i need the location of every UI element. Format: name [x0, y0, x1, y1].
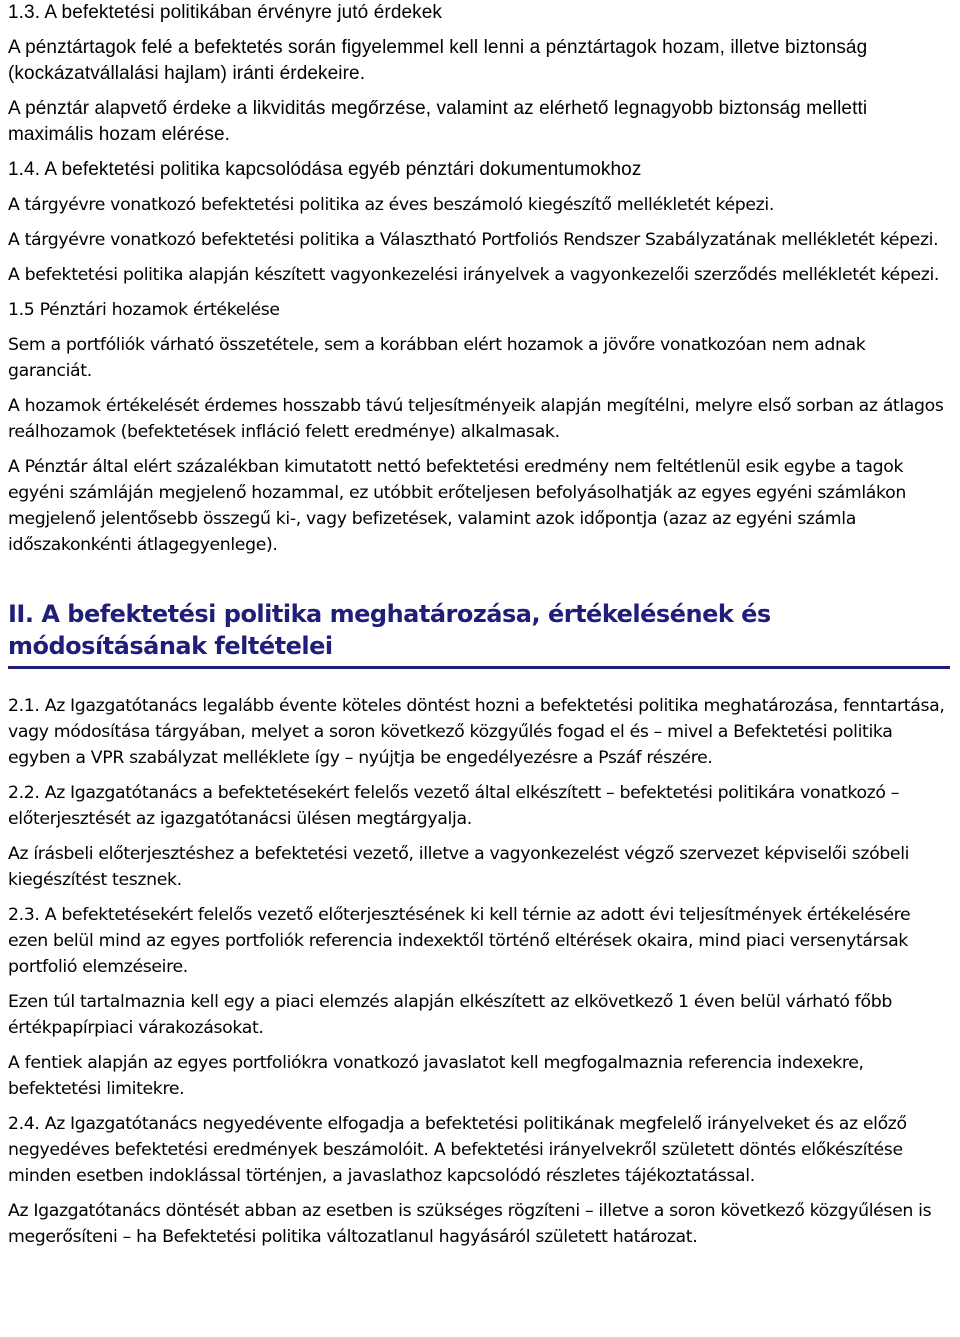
paragraph: Sem a portfóliók várható összetétele, sem a korábban elért hozamok a jövőre vonatkozóan nem adnak garanciát. [8, 335, 866, 381]
paragraph: Ezen túl tartalmaznia kell egy a piaci elemzés alapján elkészített az elkövetkező 1 éven belül várható főbb értékpapírpiaci várakozásokat. [8, 992, 892, 1038]
paragraph: A Pénztár által elért százalékban kimutatott nettó befektetési eredmény nem feltétlenül esik egybe a tagok egyéni számláján megjelenő hozammal, ez utóbbit erőteljesen befolyásolhatják az egyes egyéni számlákon megjelenő jelentősebb összegű ki-, vagy befizetések, valamint azok időpontja (azaz az egyéni számla időszakonkénti átlagegyenlege). [8, 457, 906, 555]
paragraph: A hozamok értékelését érdemes hosszabb távú teljesítményeik alapján megítélni, melyre első sorban az átlagos reálhozamok (befektetések infláció felett eredménye) alkalmasak. [8, 396, 944, 442]
section-title-1-3: 1.3. A befektetési politikában érvényre jutó érdekek [8, 2, 443, 23]
paragraph: A pénztártagok felé a befektetés során figyelemmel kell lenni a pénztártagok hozam, illetve biztonság (kockázatvállalási hajlam) iránti érdekeire. [8, 37, 868, 84]
paragraph: 2.4. Az Igazgatótanács negyedévente elfogadja a befektetési politikának megfelelő irányelveket és az előző negyedéves befektetési eredmények beszámolóit. A befektetési irányelvekről született döntés előkészítése minden esetben indoklással történjen, a javaslathoz kapcsolódó részletes tájékoztatással. [8, 1114, 907, 1186]
paragraph: Az Igazgatótanács döntését abban az esetben is szükséges rögzíteni – illetve a soron következő közgyűlésen is megerősíteni – ha Befektetési politika változatlanul hagyásáról született határozat. [8, 1201, 932, 1247]
paragraph: A tárgyévre vonatkozó befektetési politika az éves beszámoló kiegészítő mellékletét képezi. [8, 195, 774, 215]
section-title-1-5: 1.5 Pénztári hozamok értékelése [8, 300, 280, 320]
paragraph: Az írásbeli előterjesztéshez a befektetési vezető, illetve a vagyonkezelést végző szervezet képviselői szóbeli kiegészítést tesznek. [8, 844, 910, 890]
paragraph: A fentiek alapján az egyes portfoliókra vonatkozó javaslatot kell megfogalmaznia referencia indexekre, befektetési limitekre. [8, 1053, 864, 1099]
paragraph: A tárgyévre vonatkozó befektetési politika a Választható Portfoliós Rendszer Szabályzatának mellékletét képezi. [8, 230, 939, 250]
chapter-heading: II. A befektetési politika meghatározása, értékelésének és módosításának feltételei [8, 600, 771, 660]
paragraph: A befektetési politika alapján készített vagyonkezelési irányelvek a vagyonkezelői szerződés mellékletét képezi. [8, 265, 940, 285]
paragraph: 2.3. A befektetésekért felelős vezető előterjesztésének ki kell térnie az adott évi teljesítmények értékelésére ezen belül mind az egyes portfoliók referencia indexektől történő eltérések okaira, mind piaci versenytársak portfolió elemzéseire. [8, 905, 911, 977]
paragraph: A pénztár alapvető érdeke a likviditás megőrzése, valamint az elérhető legnagyobb biztonság melletti maximális hozam elérése. [8, 98, 868, 145]
paragraph: 2.1. Az Igazgatótanács legalább évente köteles döntést hozni a befektetési politika meghatározása, fenntartása, vagy módosítása tárgyában, melyet a soron következő közgyűlés fogad el és – mivel a Befektetési politika egyben a VPR szabályzat melléklete így – nyújtja be engedélyezésre a Pszáf részére. [8, 696, 945, 768]
paragraph: 2.2. Az Igazgatótanács a befektetésekért felelős vezető által elkészített – befektetési politikára vonatkozó – előterjesztését az igazgatótanácsi ülésen megtárgyalja. [8, 783, 900, 829]
section-title-1-4: 1.4. A befektetési politika kapcsolódása egyéb pénztári dokumentumokhoz [8, 159, 642, 180]
heading-underline [8, 666, 950, 669]
